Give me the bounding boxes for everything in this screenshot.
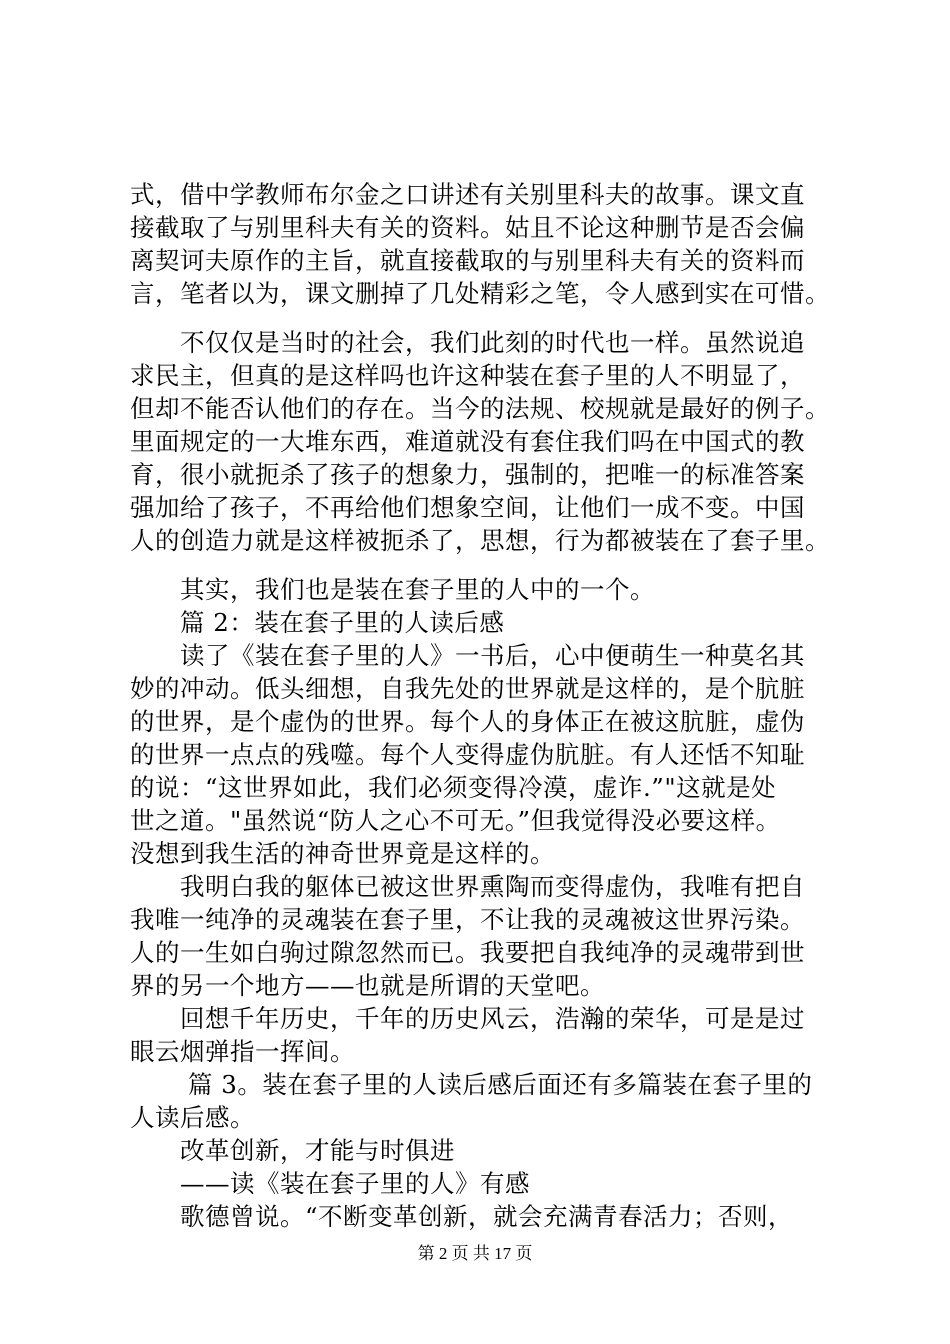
text-line: 接截取了与别里科夫有关的资料。姑且不论这种删节是否会偏: [130, 213, 805, 242]
section-heading: 篇 3。装在套子里的人读后感后面还有多篇装在套子里的: [188, 1070, 813, 1099]
article-title: 改革创新，才能与时俱进: [180, 1136, 455, 1165]
text-line: 强加给了孩子，不再给他们想象空间，让他们一成不变。中国: [130, 493, 805, 522]
text-line: 的世界一点点的残噬。每个人变得虚伪肮脏。有人还恬不知耻: [130, 740, 805, 769]
page-footer: 第 2 页 共 17 页: [417, 1244, 533, 1263]
text-line: 但却不能否认他们的存在。当今的法规、校规就是最好的例子。: [130, 394, 830, 423]
section-heading: 篇 2：装在套子里的人读后感: [180, 608, 505, 637]
text-line: 妙的冲动。低头细想，自我先处的世界就是这样的，是个肮脏: [130, 674, 805, 703]
text-line: 求民主，但真的是这样吗也许这种装在套子里的人不明显了，: [130, 361, 805, 390]
text-line: 人读后感。: [130, 1103, 255, 1132]
text-line: 的世界，是个虚伪的世界。每个人的身体正在被这肮脏，虚伪: [130, 707, 805, 736]
text-line: 离契诃夫原作的主旨，就直接截取的与别里科夫有关的资料而: [130, 246, 805, 275]
text-line: 眼云烟弹指一挥间。: [130, 1037, 355, 1066]
text-line: 不仅仅是当时的社会，我们此刻的时代也一样。虽然说追: [180, 328, 805, 357]
text-line: 其实，我们也是装在套子里的人中的一个。: [180, 575, 655, 604]
text-line: 育，很小就扼杀了孩子的想象力，强制的，把唯一的标准答案: [130, 460, 805, 489]
text-line: 里面规定的一大堆东西，难道就没有套住我们吗在中国式的教: [130, 427, 805, 456]
text-line: 我唯一纯净的灵魂装在套子里，不让我的灵魂被这世界污染。: [130, 905, 805, 934]
text-line: 歌德曾说。“不断变革创新，就会充满青春活力；否则，: [180, 1202, 794, 1231]
text-line: 的说：“这世界如此，我们必须变得冷漠，虚诈.”"这就是处: [130, 773, 777, 802]
article-subtitle: ——读《装在套子里的人》有感: [180, 1169, 530, 1198]
text-line: 回想千年历史，千年的历史风云，浩瀚的荣华，可是是过: [180, 1004, 805, 1033]
text-line: 言，笔者以为，课文删掉了几处精彩之笔，令人感到实在可惜。: [130, 279, 830, 308]
text-line: 读了《装在套子里的人》一书后，心中便萌生一种莫名其: [180, 641, 805, 670]
text-line: 我明白我的躯体已被这世界熏陶而变得虚伪，我唯有把自: [180, 872, 805, 901]
text-line: 没想到我生活的神奇世界竟是这样的。: [130, 839, 555, 868]
text-line: 世之道。"虽然说“防人之心不可无。”但我觉得没必要这样。: [130, 806, 781, 835]
text-line: 界的另一个地方——也就是所谓的天堂吧。: [130, 971, 605, 1000]
text-line: 人的一生如白驹过隙忽然而已。我要把自我纯净的灵魂带到世: [130, 938, 805, 967]
text-line: 人的创造力就是这样被扼杀了，思想，行为都被装在了套子里。: [130, 526, 830, 555]
text-line: 式，借中学教师布尔金之口讲述有关别里科夫的故事。课文直: [130, 180, 805, 209]
